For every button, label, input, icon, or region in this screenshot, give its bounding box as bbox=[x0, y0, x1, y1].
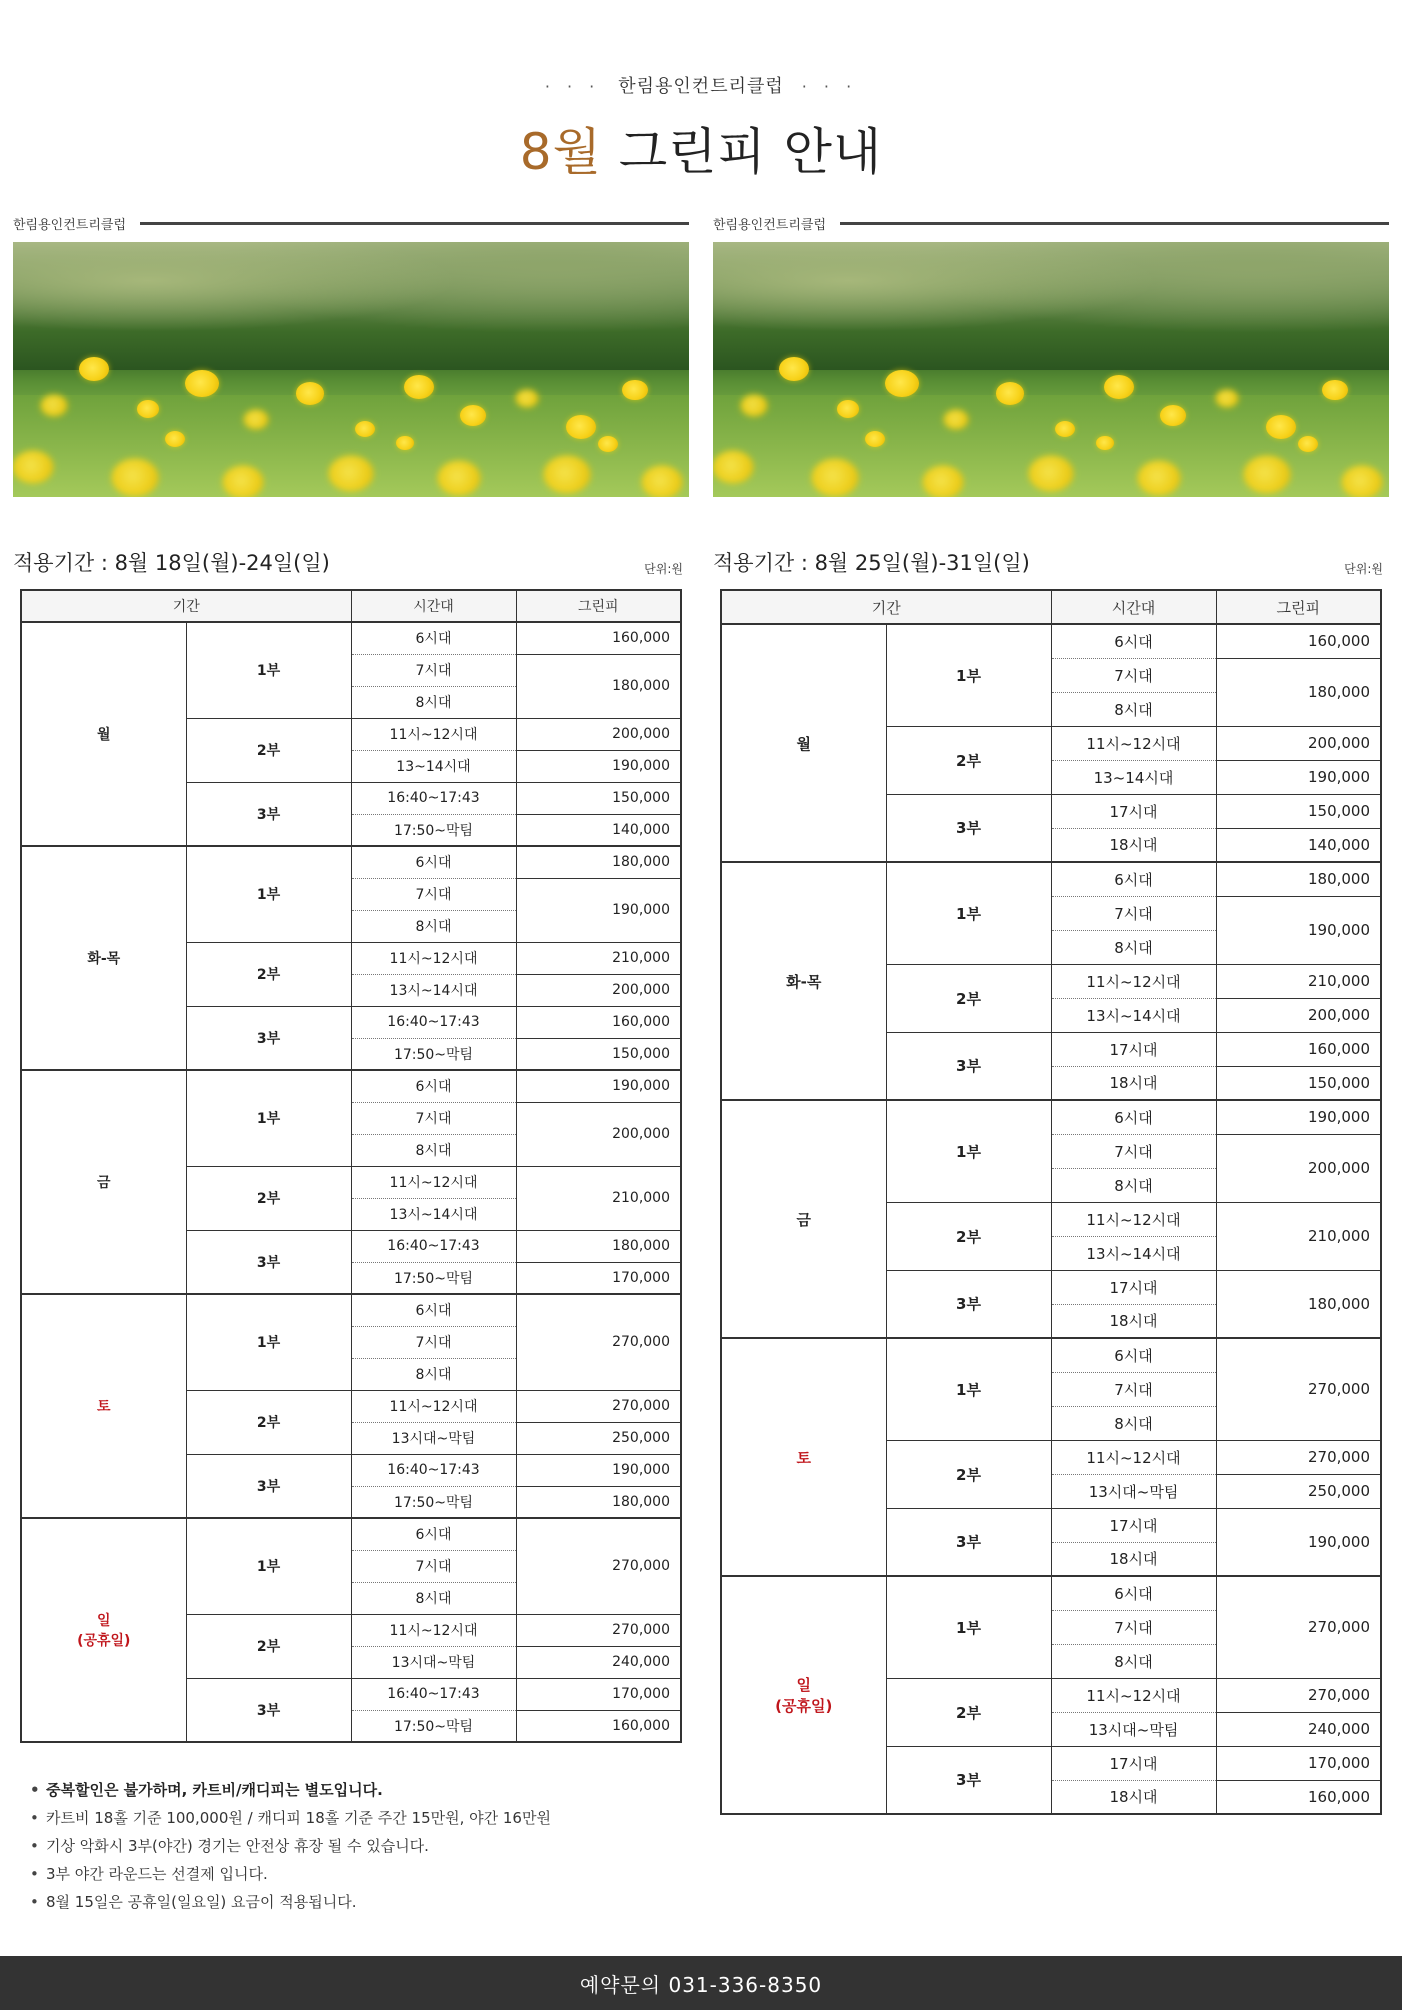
part-cell: 1부 bbox=[186, 1294, 351, 1390]
time-cell: 16:40~17:43 bbox=[351, 1454, 516, 1486]
time-cell: 7시대 bbox=[351, 1550, 516, 1582]
day-cell: 일 (공휴일) bbox=[721, 1576, 886, 1814]
time-cell: 11시~12시대 bbox=[1051, 1202, 1216, 1236]
fee-cell: 160,000 bbox=[1216, 1032, 1381, 1066]
fee-cell: 190,000 bbox=[1216, 760, 1381, 794]
time-cell: 16:40~17:43 bbox=[351, 1230, 516, 1262]
fee-cell: 210,000 bbox=[1216, 964, 1381, 998]
time-cell: 7시대 bbox=[351, 654, 516, 686]
left-column bbox=[13, 210, 689, 1743]
fee-cell: 180,000 bbox=[516, 654, 681, 718]
fee-cell: 190,000 bbox=[1216, 1508, 1381, 1576]
time-cell: 13~14시대 bbox=[351, 750, 516, 782]
fee-cell: 140,000 bbox=[516, 814, 681, 846]
fee-cell: 190,000 bbox=[1216, 1100, 1381, 1134]
fee-cell: 270,000 bbox=[1216, 1576, 1381, 1678]
part-cell: 3부 bbox=[886, 794, 1051, 862]
left-column-heading bbox=[13, 210, 689, 236]
time-cell: 8시대 bbox=[351, 910, 516, 942]
fee-cell: 140,000 bbox=[1216, 828, 1381, 862]
fee-cell: 180,000 bbox=[1216, 1270, 1381, 1338]
time-cell: 13시~14시대 bbox=[351, 974, 516, 1006]
part-cell: 1부 bbox=[886, 624, 1051, 726]
reservation-footer bbox=[0, 1956, 1402, 2010]
fee-cell: 270,000 bbox=[1216, 1338, 1381, 1440]
fee-cell: 150,000 bbox=[1216, 794, 1381, 828]
flower-field-photo bbox=[13, 242, 689, 497]
flower-shape bbox=[1138, 461, 1180, 495]
page-header bbox=[0, 72, 1402, 184]
time-cell: 18시대 bbox=[1051, 1542, 1216, 1576]
flower-shape bbox=[996, 382, 1024, 404]
part-cell: 1부 bbox=[886, 1338, 1051, 1440]
fee-cell: 180,000 bbox=[516, 1230, 681, 1262]
time-cell: 11시~12시대 bbox=[351, 1166, 516, 1198]
part-cell: 3부 bbox=[186, 1006, 351, 1070]
time-cell: 6시대 bbox=[351, 1070, 516, 1102]
time-cell: 17:50~막팀 bbox=[351, 1486, 516, 1518]
reservation-phone[interactable]: 예약문의 031-336-8350 bbox=[579, 1972, 823, 1997]
fee-cell: 160,000 bbox=[516, 1710, 681, 1742]
time-cell: 17시대 bbox=[1051, 1032, 1216, 1066]
time-cell: 16:40~17:43 bbox=[351, 1678, 516, 1710]
right-period: 적용기간 : 8월 25일(월)-31일(일) bbox=[713, 551, 1030, 575]
time-cell: 11시~12시대 bbox=[1051, 1440, 1216, 1474]
flower-shape bbox=[779, 357, 809, 381]
dots-right: · · · bbox=[801, 77, 858, 96]
flower-shape bbox=[296, 382, 324, 404]
time-cell: 7시대 bbox=[351, 878, 516, 910]
fee-cell: 270,000 bbox=[516, 1518, 681, 1614]
fee-cell: 190,000 bbox=[516, 1454, 681, 1486]
time-cell: 13시대~막팀 bbox=[351, 1422, 516, 1454]
fee-cell: 170,000 bbox=[516, 1262, 681, 1294]
time-cell: 11시~12시대 bbox=[1051, 964, 1216, 998]
time-cell: 17시대 bbox=[1051, 1746, 1216, 1780]
flower-shape bbox=[598, 436, 618, 452]
photo-trees bbox=[13, 242, 689, 370]
table-row bbox=[721, 624, 1381, 658]
title-month: 8월 bbox=[519, 123, 602, 181]
note-item: • 8월 15일은 공휴일(일요일) 요금이 적용됩니다. bbox=[30, 1888, 551, 1916]
part-cell: 3부 bbox=[186, 1454, 351, 1518]
time-cell: 18시대 bbox=[1051, 1304, 1216, 1338]
flower-shape bbox=[923, 466, 963, 497]
title-text: 그린피 안내 bbox=[618, 123, 883, 181]
time-cell: 17:50~막팀 bbox=[351, 1262, 516, 1294]
flower-shape bbox=[741, 395, 767, 416]
table-row bbox=[21, 1294, 681, 1326]
fee-cell: 180,000 bbox=[516, 846, 681, 878]
day-cell: 화-목 bbox=[21, 846, 186, 1070]
notes-list bbox=[30, 1776, 551, 1916]
flower-shape bbox=[1055, 421, 1075, 437]
time-cell: 7시대 bbox=[1051, 1610, 1216, 1644]
time-cell: 7시대 bbox=[1051, 1372, 1216, 1406]
flower-shape bbox=[137, 400, 159, 418]
time-cell: 6시대 bbox=[351, 1294, 516, 1326]
left-fee-table bbox=[20, 589, 682, 1743]
time-cell: 17시대 bbox=[1051, 794, 1216, 828]
heading-rule bbox=[840, 222, 1389, 225]
fee-cell: 250,000 bbox=[1216, 1474, 1381, 1508]
flower-shape bbox=[1104, 375, 1134, 399]
flower-shape bbox=[165, 431, 185, 447]
fee-cell: 240,000 bbox=[1216, 1712, 1381, 1746]
flower-shape bbox=[1160, 405, 1186, 426]
part-cell: 1부 bbox=[186, 622, 351, 718]
fee-cell: 270,000 bbox=[1216, 1678, 1381, 1712]
part-cell: 2부 bbox=[186, 1166, 351, 1230]
fee-cell: 210,000 bbox=[516, 942, 681, 974]
header-fee: 그린피 bbox=[516, 590, 681, 622]
time-cell: 11시~12시대 bbox=[351, 1390, 516, 1422]
part-cell: 3부 bbox=[886, 1032, 1051, 1100]
part-cell: 2부 bbox=[886, 1678, 1051, 1746]
time-cell: 11시~12시대 bbox=[1051, 726, 1216, 760]
flower-shape bbox=[460, 405, 486, 426]
day-cell: 토 bbox=[721, 1338, 886, 1576]
fee-cell: 200,000 bbox=[1216, 726, 1381, 760]
flower-shape bbox=[355, 421, 375, 437]
time-cell: 6시대 bbox=[351, 622, 516, 654]
table-row bbox=[21, 1518, 681, 1550]
time-cell: 11시~12시대 bbox=[351, 1614, 516, 1646]
fee-cell: 270,000 bbox=[516, 1294, 681, 1390]
part-cell: 1부 bbox=[186, 846, 351, 942]
day-cell: 금 bbox=[21, 1070, 186, 1294]
note-item: • 3부 야간 라운드는 선결제 입니다. bbox=[30, 1860, 551, 1888]
time-cell: 8시대 bbox=[351, 1582, 516, 1614]
fee-cell: 270,000 bbox=[1216, 1440, 1381, 1474]
right-unit: 단위:원 bbox=[1344, 562, 1383, 576]
time-cell: 6시대 bbox=[351, 846, 516, 878]
right-club-name: 한림용인컨트리클럽 bbox=[713, 217, 827, 233]
dots-left: · · · bbox=[544, 77, 601, 96]
table-row bbox=[21, 1070, 681, 1102]
left-unit: 단위:원 bbox=[644, 562, 683, 576]
flower-shape bbox=[1216, 390, 1238, 408]
fee-cell: 250,000 bbox=[516, 1422, 681, 1454]
fee-cell: 200,000 bbox=[516, 974, 681, 1006]
time-cell: 16:40~17:43 bbox=[351, 1006, 516, 1038]
flower-shape bbox=[223, 466, 263, 497]
note-item: • 기상 악화시 3부(야간) 경기는 안전상 휴장 될 수 있습니다. bbox=[30, 1832, 551, 1860]
day-cell: 토 bbox=[21, 1294, 186, 1518]
part-cell: 2부 bbox=[186, 942, 351, 1006]
part-cell: 2부 bbox=[886, 1440, 1051, 1508]
header-fee: 그린피 bbox=[1216, 590, 1381, 624]
flower-shape bbox=[516, 390, 538, 408]
time-cell: 7시대 bbox=[1051, 658, 1216, 692]
flower-shape bbox=[885, 370, 919, 397]
flower-shape bbox=[185, 370, 219, 397]
fee-cell: 170,000 bbox=[1216, 1746, 1381, 1780]
flower-shape bbox=[438, 461, 480, 495]
fee-cell: 150,000 bbox=[516, 1038, 681, 1070]
time-cell: 17시대 bbox=[1051, 1508, 1216, 1542]
fee-cell: 170,000 bbox=[516, 1678, 681, 1710]
left-period: 적용기간 : 8월 18일(월)-24일(일) bbox=[13, 551, 330, 575]
time-cell: 8시대 bbox=[1051, 692, 1216, 726]
time-cell: 13~14시대 bbox=[1051, 760, 1216, 794]
flower-shape bbox=[865, 431, 885, 447]
day-cell: 월 bbox=[21, 622, 186, 846]
fee-cell: 160,000 bbox=[1216, 624, 1381, 658]
time-cell: 7시대 bbox=[1051, 1134, 1216, 1168]
time-cell: 6시대 bbox=[1051, 1338, 1216, 1372]
time-cell: 13시~14시대 bbox=[1051, 998, 1216, 1032]
fee-cell: 180,000 bbox=[1216, 862, 1381, 896]
fee-cell: 200,000 bbox=[516, 1102, 681, 1166]
header-time: 시간대 bbox=[1051, 590, 1216, 624]
fee-cell: 160,000 bbox=[516, 622, 681, 654]
part-cell: 2부 bbox=[186, 1614, 351, 1678]
time-cell: 13시~14시대 bbox=[1051, 1236, 1216, 1270]
part-cell: 3부 bbox=[186, 1230, 351, 1294]
fee-cell: 270,000 bbox=[516, 1614, 681, 1646]
fee-cell: 150,000 bbox=[1216, 1066, 1381, 1100]
flower-shape bbox=[812, 459, 858, 496]
part-cell: 3부 bbox=[886, 1508, 1051, 1576]
part-cell: 2부 bbox=[186, 1390, 351, 1454]
day-cell: 월 bbox=[721, 624, 886, 862]
part-cell: 3부 bbox=[186, 1678, 351, 1742]
time-cell: 6시대 bbox=[1051, 862, 1216, 896]
header-period: 기간 bbox=[721, 590, 1051, 624]
header-time: 시간대 bbox=[351, 590, 516, 622]
flower-shape bbox=[1244, 456, 1290, 493]
flower-shape bbox=[404, 375, 434, 399]
part-cell: 1부 bbox=[186, 1070, 351, 1166]
time-cell: 7시대 bbox=[1051, 896, 1216, 930]
time-cell: 6시대 bbox=[1051, 1100, 1216, 1134]
flower-shape bbox=[79, 357, 109, 381]
fee-cell: 150,000 bbox=[516, 782, 681, 814]
day-cell: 금 bbox=[721, 1100, 886, 1338]
header-period: 기간 bbox=[21, 590, 351, 622]
time-cell: 17시대 bbox=[1051, 1270, 1216, 1304]
time-cell: 8시대 bbox=[1051, 930, 1216, 964]
part-cell: 3부 bbox=[886, 1270, 1051, 1338]
time-cell: 8시대 bbox=[351, 686, 516, 718]
time-cell: 17:50~막팀 bbox=[351, 1038, 516, 1070]
part-cell: 2부 bbox=[886, 726, 1051, 794]
time-cell: 13시대~막팀 bbox=[351, 1646, 516, 1678]
table-row bbox=[721, 862, 1381, 896]
time-cell: 8시대 bbox=[1051, 1644, 1216, 1678]
part-cell: 2부 bbox=[886, 964, 1051, 1032]
part-cell: 3부 bbox=[886, 1746, 1051, 1814]
fee-cell: 160,000 bbox=[1216, 1780, 1381, 1814]
time-cell: 11시~12시대 bbox=[351, 718, 516, 750]
note-item: • 카트비 18홀 기준 100,000원 / 캐디피 18홀 기준 주간 15만원, 야간 16만원 bbox=[30, 1804, 551, 1832]
fee-cell: 160,000 bbox=[516, 1006, 681, 1038]
time-cell: 13시~14시대 bbox=[351, 1198, 516, 1230]
fee-cell: 190,000 bbox=[516, 1070, 681, 1102]
flower-shape bbox=[837, 400, 859, 418]
time-cell: 6시대 bbox=[351, 1518, 516, 1550]
part-cell: 1부 bbox=[886, 1100, 1051, 1202]
table-row bbox=[721, 1576, 1381, 1610]
heading-rule bbox=[140, 222, 689, 225]
flower-shape bbox=[544, 456, 590, 493]
time-cell: 8시대 bbox=[1051, 1406, 1216, 1440]
fee-cell: 270,000 bbox=[516, 1390, 681, 1422]
time-cell: 18시대 bbox=[1051, 828, 1216, 862]
part-cell: 1부 bbox=[886, 1576, 1051, 1678]
fee-cell: 200,000 bbox=[516, 718, 681, 750]
club-name-line bbox=[0, 72, 1402, 98]
table-row bbox=[21, 622, 681, 654]
part-cell: 2부 bbox=[886, 1202, 1051, 1270]
time-cell: 6시대 bbox=[1051, 1576, 1216, 1610]
fee-cell: 240,000 bbox=[516, 1646, 681, 1678]
flower-shape bbox=[642, 466, 682, 497]
time-cell: 8시대 bbox=[351, 1358, 516, 1390]
time-cell: 17:50~막팀 bbox=[351, 814, 516, 846]
time-cell: 8시대 bbox=[1051, 1168, 1216, 1202]
day-cell: 일 (공휴일) bbox=[21, 1518, 186, 1742]
fee-cell: 200,000 bbox=[1216, 998, 1381, 1032]
fee-cell: 210,000 bbox=[516, 1166, 681, 1230]
part-cell: 1부 bbox=[186, 1518, 351, 1614]
time-cell: 13시대~막팀 bbox=[1051, 1474, 1216, 1508]
club-name: 한림용인컨트리클럽 bbox=[618, 76, 784, 97]
right-column bbox=[713, 210, 1389, 1815]
table-row bbox=[721, 1100, 1381, 1134]
time-cell: 17:50~막팀 bbox=[351, 1710, 516, 1742]
page-title bbox=[0, 112, 1402, 184]
flower-shape bbox=[41, 395, 67, 416]
time-cell: 11시~12시대 bbox=[1051, 1678, 1216, 1712]
right-fee-table bbox=[720, 589, 1382, 1815]
left-club-name: 한림용인컨트리클럽 bbox=[13, 217, 127, 233]
fee-cell: 210,000 bbox=[1216, 1202, 1381, 1270]
day-cell: 화-목 bbox=[721, 862, 886, 1100]
fee-cell: 180,000 bbox=[1216, 658, 1381, 726]
part-cell: 1부 bbox=[886, 862, 1051, 964]
time-cell: 7시대 bbox=[351, 1102, 516, 1134]
time-cell: 18시대 bbox=[1051, 1780, 1216, 1814]
fee-cell: 190,000 bbox=[1216, 896, 1381, 964]
photo-trees bbox=[713, 242, 1389, 370]
time-cell: 11시~12시대 bbox=[351, 942, 516, 974]
note-item: • 중복할인은 불가하며, 카트비/캐디피는 별도입니다. bbox=[30, 1776, 551, 1804]
time-cell: 13시대~막팀 bbox=[1051, 1712, 1216, 1746]
flower-shape bbox=[1342, 466, 1382, 497]
left-period-row bbox=[13, 547, 689, 577]
time-cell: 8시대 bbox=[351, 1134, 516, 1166]
time-cell: 16:40~17:43 bbox=[351, 782, 516, 814]
right-column-heading bbox=[713, 210, 1389, 236]
flower-shape bbox=[1298, 436, 1318, 452]
time-cell: 7시대 bbox=[351, 1326, 516, 1358]
fee-cell: 200,000 bbox=[1216, 1134, 1381, 1202]
fee-cell: 190,000 bbox=[516, 878, 681, 942]
flower-shape bbox=[112, 459, 158, 496]
table-row bbox=[721, 1338, 1381, 1372]
fee-cell: 190,000 bbox=[516, 750, 681, 782]
flower-field-photo bbox=[713, 242, 1389, 497]
part-cell: 3부 bbox=[186, 782, 351, 846]
part-cell: 2부 bbox=[186, 718, 351, 782]
fee-cell: 180,000 bbox=[516, 1486, 681, 1518]
time-cell: 18시대 bbox=[1051, 1066, 1216, 1100]
right-period-row bbox=[713, 547, 1389, 577]
time-cell: 6시대 bbox=[1051, 624, 1216, 658]
table-row bbox=[21, 846, 681, 878]
